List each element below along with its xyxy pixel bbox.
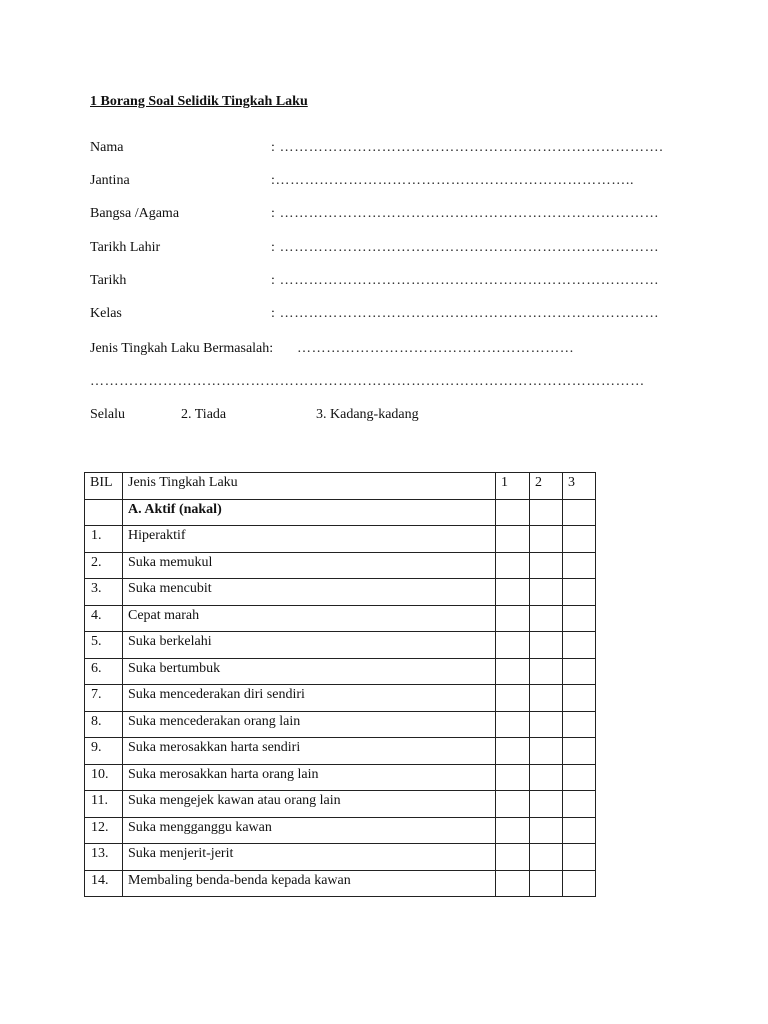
row-number: 4. — [85, 605, 123, 632]
rating-cell[interactable] — [530, 764, 563, 791]
table-row — [85, 791, 596, 818]
form-title: 1 Borang Soal Selidik Tingkah Laku — [90, 94, 308, 109]
rating-cell[interactable] — [530, 579, 563, 606]
scale-selalu: Selalu — [90, 407, 125, 422]
row-behaviour: Suka menjerit-jerit — [123, 844, 496, 871]
table-row — [85, 844, 596, 871]
header-bil: BIL — [85, 473, 123, 500]
header-col-1: 1 — [496, 473, 530, 500]
field-label-jantina: Jantina — [90, 173, 130, 188]
rating-cell[interactable] — [563, 791, 596, 818]
table-row — [85, 738, 596, 765]
rating-cell[interactable] — [496, 552, 530, 579]
field-line-tarikh-lahir[interactable]: : …………………………………………………………………… — [271, 240, 660, 255]
row-behaviour: Suka mencederakan diri sendiri — [123, 685, 496, 712]
row-number: 1. — [85, 526, 123, 553]
row-behaviour: Cepat marah — [123, 605, 496, 632]
table-row — [85, 685, 596, 712]
rating-cell[interactable] — [496, 738, 530, 765]
rating-cell[interactable] — [563, 499, 596, 526]
field-line-bangsa-agama[interactable]: : …………………………………………………………………… — [271, 206, 660, 221]
jenis-label: Jenis Tingkah Laku Bermasalah: — [90, 341, 274, 356]
row-number: 3. — [85, 579, 123, 606]
rating-cell[interactable] — [496, 711, 530, 738]
row-number: 11. — [85, 791, 123, 818]
row-behaviour: Suka merosakkan harta orang lain — [123, 764, 496, 791]
rating-cell[interactable] — [496, 632, 530, 659]
row-number: 13. — [85, 844, 123, 871]
field-label-bangsa-agama: Bangsa /Agama — [90, 206, 180, 221]
rating-cell[interactable] — [563, 764, 596, 791]
rating-cell[interactable] — [563, 685, 596, 712]
rating-cell[interactable] — [530, 499, 563, 526]
rating-cell[interactable] — [530, 685, 563, 712]
row-behaviour: Suka bertumbuk — [123, 658, 496, 685]
row-number: 12. — [85, 817, 123, 844]
header-col-2: 2 — [530, 473, 563, 500]
rating-cell[interactable] — [530, 870, 563, 897]
rating-cell[interactable] — [496, 844, 530, 871]
header-col-3: 3 — [563, 473, 596, 500]
row-behaviour: Suka mencederakan orang lain — [123, 711, 496, 738]
rating-cell[interactable] — [496, 791, 530, 818]
behaviour-table — [84, 472, 596, 897]
rating-cell[interactable] — [496, 817, 530, 844]
field-line-nama[interactable]: : ……………………………………………………………………. — [271, 140, 664, 155]
field-line-jantina[interactable]: :……………………………………………………………….. — [271, 173, 635, 188]
field-label-tarikh-lahir: Tarikh Lahir — [90, 240, 161, 255]
rating-cell[interactable] — [563, 552, 596, 579]
rating-cell[interactable] — [563, 844, 596, 871]
rating-cell[interactable] — [530, 791, 563, 818]
row-behaviour: Suka memukul — [123, 552, 496, 579]
table-row — [85, 552, 596, 579]
row-behaviour: Membaling benda-benda kepada kawan — [123, 870, 496, 897]
row-behaviour: Suka merosakkan harta sendiri — [123, 738, 496, 765]
rating-cell[interactable] — [496, 526, 530, 553]
row-number: 2. — [85, 552, 123, 579]
rating-cell[interactable] — [530, 711, 563, 738]
rating-cell[interactable] — [496, 499, 530, 526]
scale-tiada: 2. Tiada — [181, 407, 227, 422]
rating-cell[interactable] — [496, 605, 530, 632]
rating-cell[interactable] — [496, 870, 530, 897]
field-label-kelas: Kelas — [90, 306, 122, 321]
section-a-row — [85, 499, 596, 526]
row-number: 7. — [85, 685, 123, 712]
row-behaviour: Hiperaktif — [123, 526, 496, 553]
rating-cell[interactable] — [530, 605, 563, 632]
row-number: 14. — [85, 870, 123, 897]
rating-cell[interactable] — [530, 632, 563, 659]
table-row — [85, 870, 596, 897]
rating-cell[interactable] — [563, 632, 596, 659]
row-number: 9. — [85, 738, 123, 765]
row-number: 10. — [85, 764, 123, 791]
row-behaviour: Suka berkelahi — [123, 632, 496, 659]
rating-cell[interactable] — [530, 658, 563, 685]
field-label-nama: Nama — [90, 140, 124, 155]
table-row — [85, 605, 596, 632]
rating-cell[interactable] — [563, 526, 596, 553]
section-a-bil — [85, 499, 123, 526]
rating-cell[interactable] — [496, 764, 530, 791]
table-row — [85, 526, 596, 553]
row-number: 5. — [85, 632, 123, 659]
rating-cell[interactable] — [563, 579, 596, 606]
row-behaviour: Suka mengejek kawan atau orang lain — [123, 791, 496, 818]
rating-cell[interactable] — [496, 658, 530, 685]
rating-cell[interactable] — [563, 870, 596, 897]
field-line-kelas[interactable]: : …………………………………………………………………… — [271, 306, 660, 321]
row-number: 8. — [85, 711, 123, 738]
field-line-tarikh[interactable]: : …………………………………………………………………… — [271, 273, 660, 288]
rating-cell[interactable] — [530, 844, 563, 871]
header-jenis: Jenis Tingkah Laku — [123, 473, 496, 500]
row-number: 6. — [85, 658, 123, 685]
table-row — [85, 579, 596, 606]
field-label-tarikh: Tarikh — [90, 273, 127, 288]
rating-cell[interactable] — [530, 817, 563, 844]
rating-cell[interactable] — [563, 711, 596, 738]
row-behaviour: Suka mengganggu kawan — [123, 817, 496, 844]
scale-kadang-kadang: 3. Kadang-kadang — [316, 407, 419, 422]
rating-cell[interactable] — [530, 738, 563, 765]
table-row — [85, 632, 596, 659]
rating-cell[interactable] — [563, 738, 596, 765]
table-row — [85, 817, 596, 844]
jenis-line-1[interactable]: ………………………………………………… — [297, 341, 575, 356]
rating-cell[interactable] — [530, 552, 563, 579]
table-row — [85, 658, 596, 685]
rating-cell[interactable] — [563, 605, 596, 632]
rating-cell[interactable] — [563, 658, 596, 685]
rating-cell[interactable] — [496, 579, 530, 606]
section-a-heading: A. Aktif (nakal) — [123, 499, 496, 526]
rating-cell[interactable] — [496, 685, 530, 712]
row-behaviour: Suka mencubit — [123, 579, 496, 606]
table-row — [85, 764, 596, 791]
rating-cell[interactable] — [563, 817, 596, 844]
jenis-line-2[interactable]: …………………………………………………………………………………………………… — [90, 374, 645, 389]
table-header-row — [85, 473, 596, 500]
rating-cell[interactable] — [530, 526, 563, 553]
table-row — [85, 711, 596, 738]
